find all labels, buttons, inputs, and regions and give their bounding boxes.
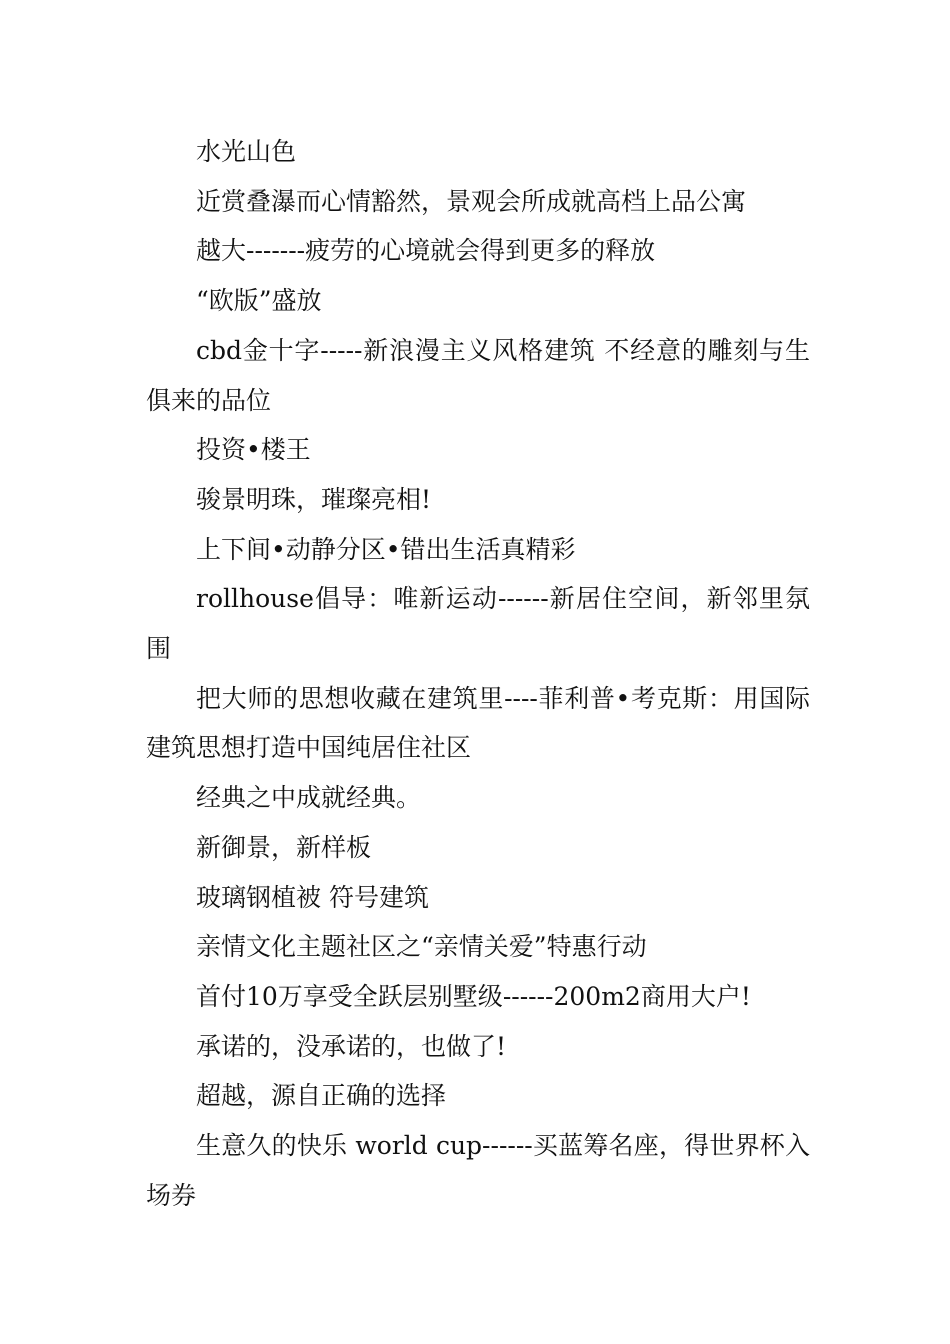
paragraph: 首付10万享受全跃层别墅级------200m2商用大户! <box>196 981 751 1011</box>
paragraph: 上下间•动静分区•错出生活真精彩 <box>196 534 576 564</box>
paragraph: cbd金十字-----新浪漫主义风格建筑 不经意的雕刻与生俱来的品位 <box>146 335 810 415</box>
paragraph: 玻璃钢植被 符号建筑 <box>196 882 429 912</box>
document-body <box>146 127 810 1220</box>
paragraph: 把大师的思想收藏在建筑里----菲利普•考克斯：用国际建筑思想打造中国纯居住社区 <box>146 683 810 763</box>
paragraph: 超越，源自正确的选择 <box>196 1081 447 1111</box>
paragraph: 水光山色 <box>196 137 297 166</box>
paragraph: “欧版”盛放 <box>196 286 322 316</box>
paragraph: 新御景，新样板 <box>196 832 372 862</box>
paragraph: 投资•楼王 <box>196 435 311 465</box>
paragraph: 越大-------疲劳的心境就会得到更多的释放 <box>196 236 656 266</box>
paragraph: 承诺的，没承诺的，也做了! <box>196 1031 507 1061</box>
paragraph: 经典之中成就经典。 <box>196 783 422 813</box>
paragraph: 骏景明珠，璀璨亮相! <box>196 484 432 514</box>
paragraph: 生意久的快乐 world cup------买蓝筹名座，得世界杯入场券 <box>146 1131 810 1210</box>
paragraph: 亲情文化主题社区之“亲情关爱”特惠行动 <box>196 932 647 962</box>
paragraph: 近赏叠瀑而心情豁然，景观会所成就高档上品公寓 <box>196 186 747 216</box>
paragraph: rollhouse倡导：唯新运动------新居住空间，新邻里氛围 <box>146 584 810 664</box>
